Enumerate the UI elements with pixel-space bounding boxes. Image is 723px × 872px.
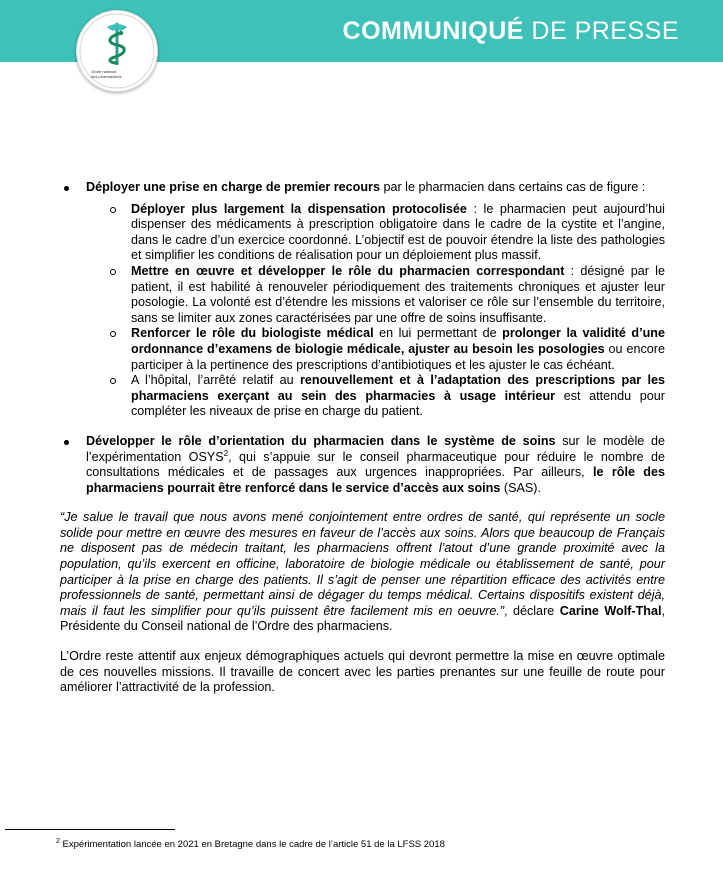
quote-after: , déclare xyxy=(504,603,560,618)
sub-item-bold-2: prolonger la validité d’une ordonnance d’examens de biologie médicale, ajuster au besoin les posologies xyxy=(131,326,666,356)
quote-speaker-role: , Présidente du Conseil national de l’Ordre des pharmaciens. xyxy=(60,603,665,634)
sub-item-bold: renouvellement et à l’adaptation des prescriptions par les pharmaciens exerçant au sein des pharmacies à usage intérieur xyxy=(131,373,665,403)
sub-item-pre: A l’hôpital, l’arrêté relatif au xyxy=(131,373,300,388)
sub-item-mid: en lui permettant de xyxy=(373,326,503,341)
sub-bullet-list xyxy=(86,202,665,420)
sub-item-bold: Déployer plus largement la dispensation protocolisée xyxy=(131,201,467,216)
document-body xyxy=(60,180,665,696)
footnote-ref: 2 xyxy=(223,448,229,458)
main-bullet-list xyxy=(60,180,665,496)
bullet-bold-2: le rôle des pharmaciens pourrait être renforcé dans le service d’accès aux soins xyxy=(86,465,665,495)
quote-text: “Je salue le travail que nous avons mené conjointement entre ordres de santé, qui représente un socle solide pour mettre en œuvre des mesures en faveur de l’accès aux soins. Alors que beaucoup de Français ne disposent pas de médecin traitant, les pharmaciens offrent l’atout d’une grande proximité avec la population, qu’ils exercent en officine, laboratoire de biologie médicale ou établissement de santé, pour participer à la prise en charge des patients. Il s’agit de penser une répartition efficace des activités entre professionnels de santé, permettant ainsi de dégager du temps médical. Certains dispositifs existent déjà, mais il faut les simplifier pour qu’ils puissent être facilement mis en oeuvre.” xyxy=(60,510,665,618)
president-quote xyxy=(60,510,665,635)
quote-speaker-name: Carine Wolf-Thal xyxy=(559,603,662,618)
sub-item-hopital xyxy=(86,373,665,420)
bullet-dot-icon xyxy=(64,440,69,445)
sub-item-text: est attendu pour compléter les niveaux de prise en charge du patient. xyxy=(131,388,665,419)
bullet-item-premier-recours xyxy=(60,180,665,420)
bullet-lead-bold: Déployer une prise en charge de premier recours xyxy=(86,180,380,194)
sub-item-text: ou encore participer à la pertinence des prescriptions d’antibiotiques et les ajuster le cas échéant. xyxy=(131,341,665,372)
circle-bullet-icon xyxy=(110,207,116,213)
circle-bullet-icon xyxy=(110,378,116,384)
bullet-lead xyxy=(86,434,665,496)
sub-item-bold: Renforcer le rôle du biologiste médical xyxy=(131,326,374,341)
closing-paragraph: L’Ordre reste attentif aux enjeux démographiques actuels qui devront permettre la mise en œuvre optimale de ces nouvelles missions. Il travaille de concert avec les parties prenantes sur une feuille de route pour améliorer l’attractivité de la profession. xyxy=(60,649,665,695)
page-header xyxy=(0,0,723,118)
bullet-lead-rest-2: , qui s’appuie sur le conseil pharmaceutique pour réduire le nombre de consultations médicales et de passages aux urgences inappropriées. Par ailleurs, xyxy=(86,449,665,480)
sub-item-biologiste xyxy=(86,326,665,373)
sub-item-text: : désigné par le patient, il est habilité à renouveler périodiquement des traitements chroniques et ajuster leur posologie. La volonté est d’étendre les missions et valoriser ce rôle sur l’ensemble du territoire, sans se limiter aux zones caractérisées par une offre de soins insuffisante. xyxy=(131,263,665,325)
footnote-text: Expérimentation lancée en 2021 en Bretagne dans le cadre de l’article 51 de la LFSS 2018 xyxy=(59,839,445,850)
logo-caption xyxy=(91,69,143,79)
caduceus-icon xyxy=(77,11,157,91)
bullet-lead-rest: par le pharmacien dans certains cas de figure : xyxy=(379,180,646,194)
sub-item-text: : le pharmacien peut aujourd’hui dispenser des médicaments à prescription obligatoire dans le cadre de la cystite et l’angine, dans le cadre d’un exercice coordonné. L’objectif est de pouvoir étendre la liste des pathologies et simplifier les conditions de réalisation pour un déploiement plus massif. xyxy=(131,201,665,263)
ordre-pharmaciens-logo xyxy=(76,10,158,92)
bullet-dot-icon xyxy=(64,186,69,191)
footnote-number: 2 xyxy=(56,837,60,845)
bullet-end: (SAS). xyxy=(500,480,541,495)
sub-item-pharmacien-correspondant xyxy=(86,264,665,326)
press-release-title xyxy=(343,16,679,46)
bullet-item-orientation xyxy=(60,434,665,496)
title-bold: COMMUNIQUÉ xyxy=(342,17,524,45)
footnote-divider xyxy=(5,829,175,830)
title-light: DE PRESSE xyxy=(531,17,679,45)
footnote xyxy=(56,839,445,851)
circle-bullet-icon xyxy=(110,269,116,275)
logo-line-1: Ordre national xyxy=(91,69,117,74)
sub-item-bold: Mettre en œuvre et développer le rôle du pharmacien correspondant xyxy=(131,263,565,278)
bullet-lead-rest: sur le modèle de l’expérimentation OSYS xyxy=(86,433,666,464)
bullet-lead xyxy=(86,180,665,196)
circle-bullet-icon xyxy=(110,331,116,337)
bullet-lead-bold: Développer le rôle d’orientation du pharmacien dans le système de soins xyxy=(86,433,556,448)
logo-line-2: des pharmaciens xyxy=(91,74,122,79)
sub-item-dispensation xyxy=(86,202,665,264)
